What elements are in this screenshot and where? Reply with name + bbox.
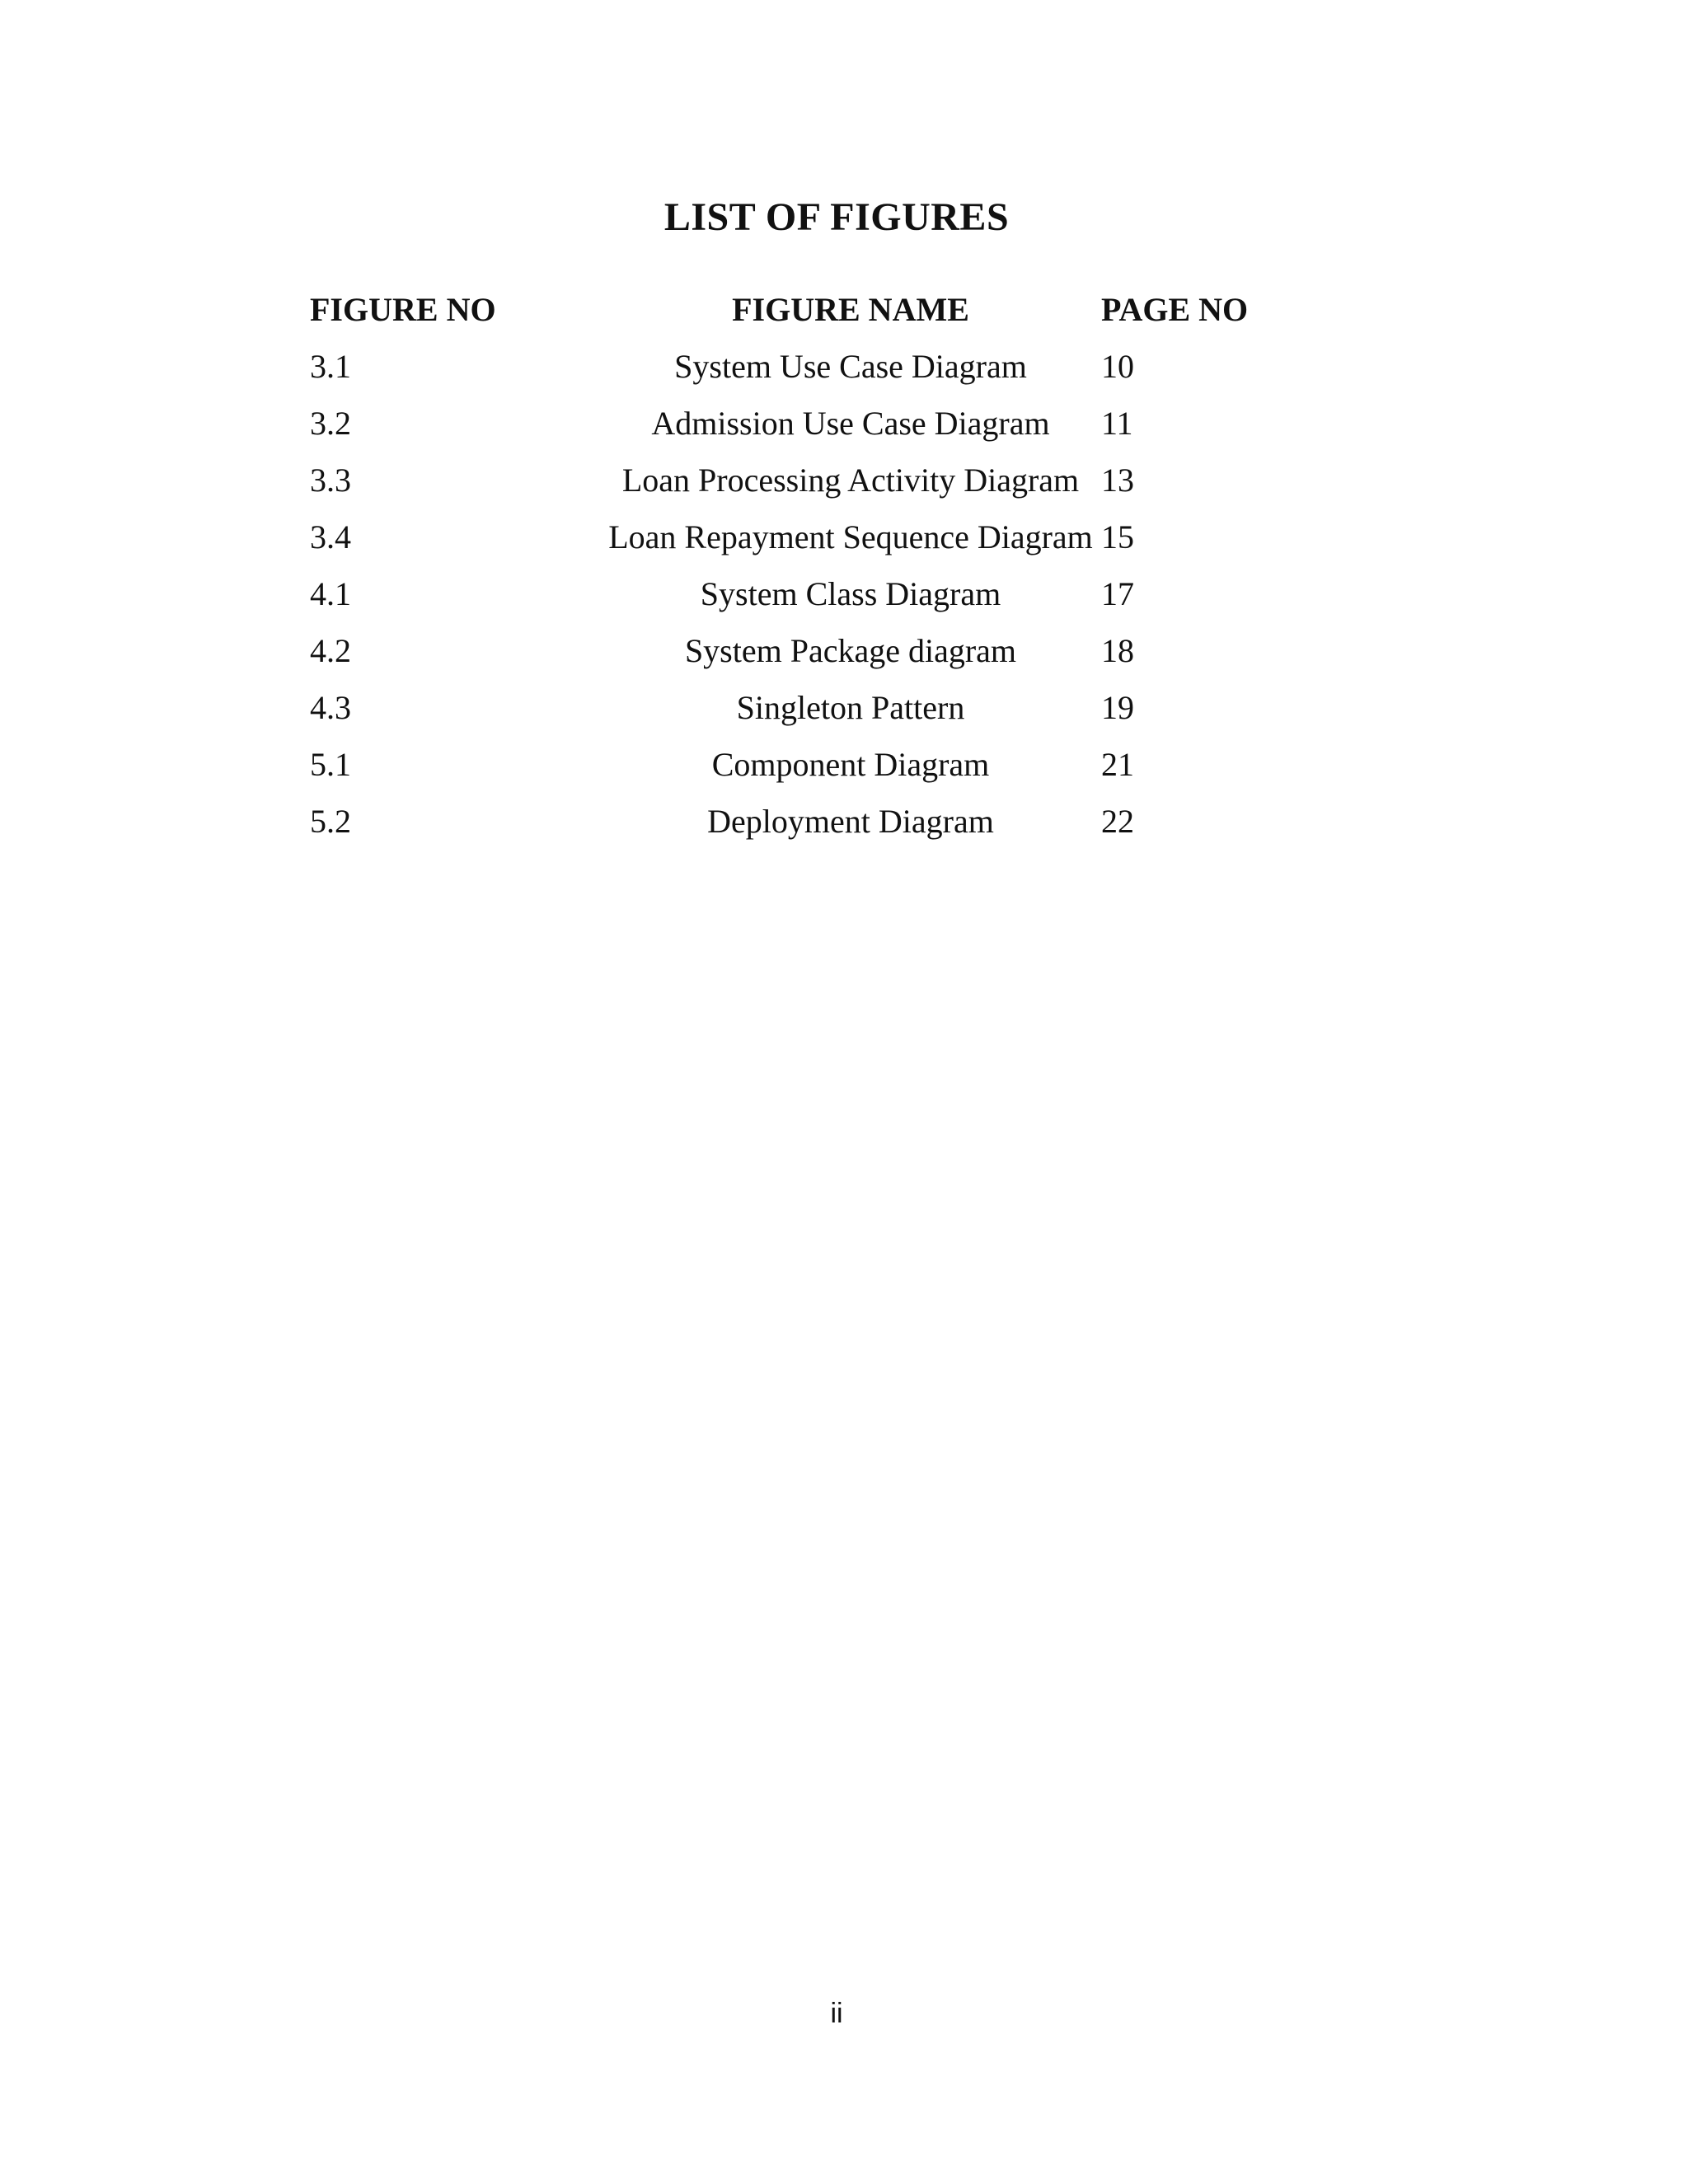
figure-number: 5.2 (310, 803, 351, 840)
figure-name: System Package diagram (684, 632, 1017, 669)
figure-number: 4.1 (310, 575, 351, 612)
page-number-cell: 11 (1101, 405, 1133, 442)
page-title: LIST OF FIGURES (663, 195, 1010, 239)
figure-name: System Use Case Diagram (674, 348, 1027, 385)
figure-name: Singleton Pattern (736, 689, 965, 726)
figure-name: Loan Processing Activity Diagram (621, 462, 1080, 499)
page-number-cell: 21 (1101, 746, 1134, 783)
figure-name: Loan Repayment Sequence Diagram (608, 518, 1093, 555)
figure-name: Component Diagram (711, 746, 990, 783)
table-row (310, 397, 1332, 454)
page-number-cell: 19 (1101, 689, 1134, 726)
table-row (310, 795, 1332, 852)
page-number-cell: 17 (1101, 575, 1134, 612)
page-number-cell: 15 (1101, 518, 1134, 555)
page-number-cell: 18 (1101, 632, 1134, 669)
page-number-cell: 22 (1101, 803, 1134, 840)
page-footer-number: ii (830, 1998, 843, 2029)
figure-number: 4.2 (310, 632, 351, 669)
page-number-cell: 13 (1101, 462, 1134, 499)
figure-number: 3.3 (310, 462, 351, 499)
header-page-no: PAGE NO (1101, 291, 1249, 328)
figure-number: 4.3 (310, 689, 351, 726)
table-row (310, 454, 1332, 511)
figure-number: 5.1 (310, 746, 351, 783)
figure-number: 3.4 (310, 518, 351, 555)
page-number-cell: 10 (1101, 348, 1134, 385)
figure-number: 3.1 (310, 348, 351, 385)
figures-table (310, 284, 1332, 852)
header-figure-name: FIGURE NAME (732, 291, 969, 328)
table-header-row (310, 284, 1332, 340)
table-row (310, 682, 1332, 738)
header-figure-no: FIGURE NO (310, 291, 496, 328)
table-row (310, 625, 1332, 682)
figure-number: 3.2 (310, 405, 351, 442)
figure-name: System Class Diagram (700, 575, 1001, 612)
table-row (310, 738, 1332, 795)
table-row (310, 568, 1332, 625)
table-row (310, 340, 1332, 397)
figure-name: Admission Use Case Diagram (651, 405, 1050, 442)
table-row (310, 511, 1332, 568)
figure-name: Deployment Diagram (707, 803, 994, 840)
